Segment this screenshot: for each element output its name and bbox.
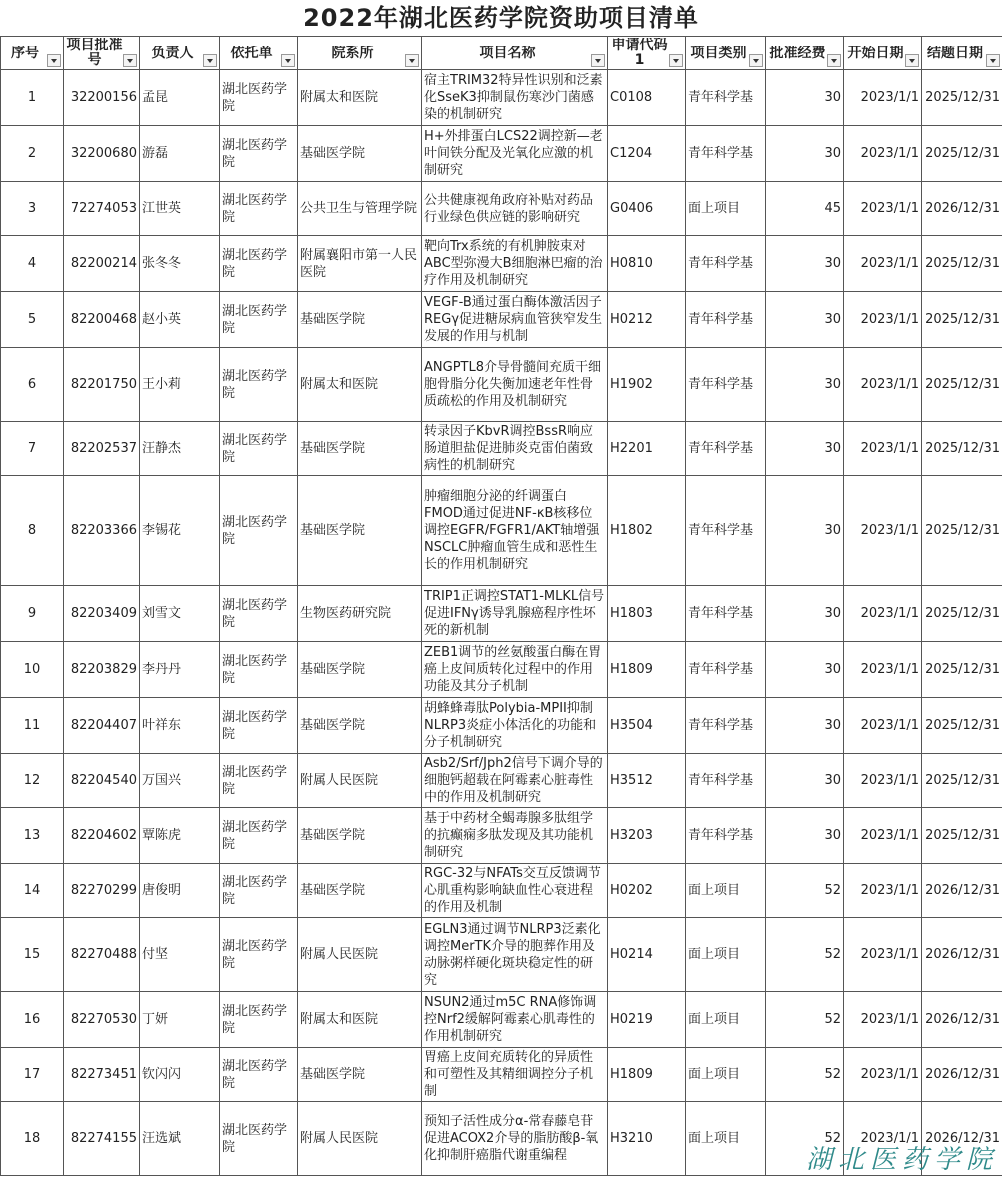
cell-name[interactable]: H+外排蛋白LCS22调控新—老叶间铁分配及光氧化应激的机制研究 (422, 126, 608, 182)
cell-start[interactable]: 2023/1/1 (844, 864, 922, 918)
table-row (1, 698, 1002, 754)
cell-no[interactable]: 6 (1, 348, 64, 422)
cell-type[interactable]: 面上项目 (686, 918, 766, 992)
cell-code[interactable]: H1809 (608, 642, 686, 698)
cell-id[interactable]: 72274053 (64, 182, 140, 236)
cell-type[interactable]: 青年科学基 (686, 476, 766, 586)
cell-code[interactable]: H2201 (608, 422, 686, 476)
cell-code[interactable]: H3512 (608, 754, 686, 808)
cell-person[interactable]: 江世英 (140, 182, 220, 236)
table-row (1, 236, 1002, 292)
column-header-label: 项目批准号 (66, 38, 123, 68)
cell-type[interactable]: 青年科学基 (686, 642, 766, 698)
cell-fund[interactable]: 30 (766, 126, 844, 182)
cell-no[interactable]: 1 (1, 70, 64, 126)
cell-fund[interactable]: 30 (766, 236, 844, 292)
cell-code[interactable]: H1809 (608, 1048, 686, 1102)
filter-dropdown-icon[interactable] (405, 54, 419, 67)
column-header-label: 依托单 (230, 45, 273, 61)
column-header-1 (64, 37, 140, 70)
cell-person[interactable]: 李丹丹 (140, 642, 220, 698)
filter-dropdown-icon[interactable] (123, 54, 137, 67)
cell-person[interactable]: 汪静杰 (140, 422, 220, 476)
watermark-logo: 湖北医药学院 (805, 1145, 998, 1175)
cell-start[interactable]: 2023/1/1 (844, 236, 922, 292)
cell-person[interactable]: 李锡花 (140, 476, 220, 586)
cell-code[interactable]: H1803 (608, 586, 686, 642)
cell-name[interactable]: EGLN3通过调节NLRP3泛素化调控MerTK介导的胞葬作用及动脉粥样硬化斑块稳定性的研究 (422, 918, 608, 992)
cell-dept[interactable]: 附属人民医院 (298, 918, 422, 992)
cell-type[interactable]: 青年科学基 (686, 70, 766, 126)
cell-name[interactable]: ZEB1调节的丝氨酸蛋白酶在胃癌上皮间质转化过程中的作用功能及其分子机制 (422, 642, 608, 698)
cell-no[interactable]: 9 (1, 586, 64, 642)
table-row (1, 70, 1002, 126)
cell-name[interactable]: 胃癌上皮间充质转化的异质性和可塑性及其精细调控分子机制 (422, 1048, 608, 1102)
cell-id[interactable]: 82273451 (64, 1048, 140, 1102)
cell-fund[interactable]: 30 (766, 754, 844, 808)
cell-no[interactable]: 13 (1, 808, 64, 864)
column-header-label: 项目名称 (479, 45, 536, 61)
column-header-7 (686, 37, 766, 70)
cell-name[interactable]: 转录因子KbvR调控BssR响应肠道胆盐促进肺炎克雷伯菌致病性的机制研究 (422, 422, 608, 476)
filter-dropdown-icon[interactable] (749, 54, 763, 67)
filter-dropdown-icon[interactable] (47, 54, 61, 67)
column-header-label: 序号 (11, 45, 39, 61)
cell-fund[interactable]: 30 (766, 808, 844, 864)
cell-no[interactable]: 17 (1, 1048, 64, 1102)
table-row (1, 292, 1002, 348)
cell-person[interactable]: 孟昆 (140, 70, 220, 126)
cell-code[interactable]: H1902 (608, 348, 686, 422)
cell-end[interactable]: 2026/12/31 (922, 182, 1002, 236)
filter-dropdown-icon[interactable] (591, 54, 605, 67)
cell-dept[interactable]: 基础医学院 (298, 422, 422, 476)
cell-unit[interactable]: 湖北医药学院 (220, 236, 298, 292)
cell-name[interactable]: NSUN2通过m5C RNA修饰调控Nrf2缓解阿霉素心肌毒性的作用机制研究 (422, 992, 608, 1048)
cell-code[interactable]: H0219 (608, 992, 686, 1048)
cell-unit[interactable]: 湖北医药学院 (220, 1102, 298, 1176)
cell-type[interactable]: 青年科学基 (686, 586, 766, 642)
cell-id[interactable]: 82274155 (64, 1102, 140, 1176)
cell-fund[interactable]: 30 (766, 348, 844, 422)
table-row (1, 1048, 1002, 1102)
header-row (1, 37, 1002, 70)
cell-no[interactable]: 16 (1, 992, 64, 1048)
cell-id[interactable]: 32200680 (64, 126, 140, 182)
cell-fund[interactable]: 30 (766, 292, 844, 348)
cell-start[interactable]: 2023/1/1 (844, 70, 922, 126)
cell-person[interactable]: 付坚 (140, 918, 220, 992)
cell-id[interactable]: 82270488 (64, 918, 140, 992)
cell-end[interactable]: 2025/12/31 (922, 348, 1002, 422)
cell-code[interactable]: G0406 (608, 182, 686, 236)
column-header-5 (422, 37, 608, 70)
cell-no[interactable]: 7 (1, 422, 64, 476)
cell-start[interactable]: 2023/1/1 (844, 422, 922, 476)
cell-type[interactable]: 面上项目 (686, 864, 766, 918)
cell-unit[interactable]: 湖北医药学院 (220, 1048, 298, 1102)
cell-dept[interactable]: 附属太和医院 (298, 992, 422, 1048)
cell-type[interactable]: 青年科学基 (686, 698, 766, 754)
table-row (1, 754, 1002, 808)
cell-dept[interactable]: 附属人民医院 (298, 754, 422, 808)
column-header-6 (608, 37, 686, 70)
cell-name[interactable]: 靶向Trx系统的有机胂胺束对ABC型弥漫大B细胞淋巴瘤的治疗作用及机制研究 (422, 236, 608, 292)
cell-dept[interactable]: 基础医学院 (298, 642, 422, 698)
cell-name[interactable]: Asb2/Srf/Jph2信号下调介导的细胞钙超载在阿霉素心脏毒性中的作用及机制研究 (422, 754, 608, 808)
cell-start[interactable]: 2023/1/1 (844, 918, 922, 992)
cell-code[interactable]: H0810 (608, 236, 686, 292)
cell-unit[interactable]: 湖北医药学院 (220, 292, 298, 348)
cell-id[interactable]: 82203409 (64, 586, 140, 642)
column-header-label: 项目类别 (690, 45, 747, 61)
cell-type[interactable]: 青年科学基 (686, 292, 766, 348)
cell-name[interactable]: ANGPTL8介导骨髓间充质干细胞骨脂分化失衡加速老年性骨质疏松的作用及机制研究 (422, 348, 608, 422)
column-header-label: 负责人 (151, 45, 194, 61)
cell-fund[interactable]: 52 (766, 1048, 844, 1102)
cell-id[interactable]: 82204407 (64, 698, 140, 754)
cell-dept[interactable]: 附属襄阳市第一人民医院 (298, 236, 422, 292)
cell-fund[interactable]: 30 (766, 642, 844, 698)
cell-unit[interactable]: 湖北医药学院 (220, 992, 298, 1048)
cell-name[interactable]: TRIP1正调控STAT1-MLKL信号促进IFNγ诱导乳腺癌程序性坏死的新机制 (422, 586, 608, 642)
column-header-label: 院系所 (331, 45, 374, 61)
cell-name[interactable]: RGC-32与NFATs交互反馈调节心肌重构影响缺血性心衰进程的作用及机制 (422, 864, 608, 918)
cell-dept[interactable]: 生物医药研究院 (298, 586, 422, 642)
cell-id[interactable]: 82204602 (64, 808, 140, 864)
cell-id[interactable]: 82200214 (64, 236, 140, 292)
table-row (1, 992, 1002, 1048)
cell-type[interactable]: 青年科学基 (686, 236, 766, 292)
cell-dept[interactable]: 基础医学院 (298, 1048, 422, 1102)
cell-end[interactable]: 2026/12/31 (922, 1102, 1002, 1176)
cell-dept[interactable]: 基础医学院 (298, 864, 422, 918)
cell-person[interactable]: 王小莉 (140, 348, 220, 422)
cell-id[interactable]: 82203366 (64, 476, 140, 586)
cell-fund[interactable]: 52 (766, 992, 844, 1048)
cell-no[interactable]: 4 (1, 236, 64, 292)
table-row (1, 642, 1002, 698)
cell-end[interactable]: 2025/12/31 (922, 126, 1002, 182)
cell-unit[interactable]: 湖北医药学院 (220, 126, 298, 182)
cell-name[interactable]: 公共健康视角政府补贴对药品行业绿色供应链的影响研究 (422, 182, 608, 236)
cell-id[interactable]: 82201750 (64, 348, 140, 422)
cell-dept[interactable]: 基础医学院 (298, 476, 422, 586)
table-row (1, 918, 1002, 992)
cell-no[interactable]: 18 (1, 1102, 64, 1176)
cell-person[interactable]: 唐俊明 (140, 864, 220, 918)
cell-type[interactable]: 面上项目 (686, 1102, 766, 1176)
cell-type[interactable]: 青年科学基 (686, 348, 766, 422)
table-row (1, 808, 1002, 864)
cell-code[interactable]: H1802 (608, 476, 686, 586)
cell-start[interactable]: 2023/1/1 (844, 182, 922, 236)
cell-code[interactable]: H3203 (608, 808, 686, 864)
cell-start[interactable]: 2023/1/1 (844, 1102, 922, 1176)
cell-fund[interactable]: 52 (766, 1102, 844, 1176)
cell-person[interactable]: 叶祥东 (140, 698, 220, 754)
cell-unit[interactable]: 湖北医药学院 (220, 182, 298, 236)
cell-id[interactable]: 82204540 (64, 754, 140, 808)
cell-no[interactable]: 8 (1, 476, 64, 586)
cell-start[interactable]: 2023/1/1 (844, 292, 922, 348)
cell-unit[interactable]: 湖北医药学院 (220, 476, 298, 586)
cell-type[interactable]: 青年科学基 (686, 754, 766, 808)
cell-type[interactable]: 面上项目 (686, 992, 766, 1048)
table-row (1, 476, 1002, 586)
cell-code[interactable]: H0214 (608, 918, 686, 992)
cell-person[interactable]: 游磊 (140, 126, 220, 182)
table-row (1, 864, 1002, 918)
cell-fund[interactable]: 52 (766, 864, 844, 918)
cell-name[interactable]: 胡蜂蜂毒肽Polybia-MPII抑制NLRP3炎症小体活化的功能和分子机制研究 (422, 698, 608, 754)
filter-dropdown-icon[interactable] (905, 54, 919, 67)
column-header-0 (1, 37, 64, 70)
table-row (1, 422, 1002, 476)
column-header-3 (220, 37, 298, 70)
column-header-4 (298, 37, 422, 70)
column-header-2 (140, 37, 220, 70)
cell-name[interactable]: VEGF-B通过蛋白酶体激活因子REGγ促进糖尿病血管狭窄发生发展的作用与机制 (422, 292, 608, 348)
cell-start[interactable]: 2023/1/1 (844, 126, 922, 182)
cell-end[interactable]: 2025/12/31 (922, 698, 1002, 754)
table-row (1, 348, 1002, 422)
cell-type[interactable]: 青年科学基 (686, 808, 766, 864)
cell-no[interactable]: 14 (1, 864, 64, 918)
cell-start[interactable]: 2023/1/1 (844, 476, 922, 586)
cell-id[interactable]: 82270530 (64, 992, 140, 1048)
cell-dept[interactable]: 基础医学院 (298, 292, 422, 348)
table-body (1, 70, 1002, 1176)
cell-code[interactable]: C1204 (608, 126, 686, 182)
cell-no[interactable]: 5 (1, 292, 64, 348)
table-row (1, 586, 1002, 642)
cell-end[interactable]: 2025/12/31 (922, 70, 1002, 126)
cell-person[interactable]: 汪选斌 (140, 1102, 220, 1176)
cell-fund[interactable]: 52 (766, 918, 844, 992)
cell-dept[interactable]: 基础医学院 (298, 808, 422, 864)
filter-dropdown-icon[interactable] (827, 54, 841, 67)
cell-fund[interactable]: 30 (766, 698, 844, 754)
cell-id[interactable]: 32200156 (64, 70, 140, 126)
cell-unit[interactable]: 湖北医药学院 (220, 698, 298, 754)
cell-person[interactable]: 刘雪文 (140, 586, 220, 642)
cell-end[interactable]: 2026/12/31 (922, 918, 1002, 992)
cell-end[interactable]: 2025/12/31 (922, 754, 1002, 808)
cell-id[interactable]: 82202537 (64, 422, 140, 476)
cell-type[interactable]: 面上项目 (686, 1048, 766, 1102)
column-header-9 (844, 37, 922, 70)
cell-end[interactable]: 2025/12/31 (922, 586, 1002, 642)
cell-no[interactable]: 3 (1, 182, 64, 236)
cell-start[interactable]: 2023/1/1 (844, 1048, 922, 1102)
cell-name[interactable]: 宿主TRIM32特异性识别和泛素化SseK3抑制鼠伤寒沙门菌感染的机制研究 (422, 70, 608, 126)
cell-fund[interactable]: 30 (766, 586, 844, 642)
cell-no[interactable]: 12 (1, 754, 64, 808)
cell-code[interactable]: H3504 (608, 698, 686, 754)
cell-person[interactable]: 万国兴 (140, 754, 220, 808)
cell-start[interactable]: 2023/1/1 (844, 586, 922, 642)
cell-end[interactable]: 2025/12/31 (922, 476, 1002, 586)
cell-unit[interactable]: 湖北医药学院 (220, 70, 298, 126)
filter-dropdown-icon[interactable] (669, 54, 683, 67)
cell-end[interactable]: 2025/12/31 (922, 292, 1002, 348)
filter-dropdown-icon[interactable] (281, 54, 295, 67)
cell-unit[interactable]: 湖北医药学院 (220, 808, 298, 864)
column-header-label: 开始日期 (847, 45, 904, 61)
cell-unit[interactable]: 湖北医药学院 (220, 642, 298, 698)
column-header-label: 结题日期 (927, 45, 983, 61)
cell-end[interactable]: 2026/12/31 (922, 864, 1002, 918)
cell-type[interactable]: 青年科学基 (686, 126, 766, 182)
cell-id[interactable]: 82203829 (64, 642, 140, 698)
cell-code[interactable]: C0108 (608, 70, 686, 126)
filter-dropdown-icon[interactable] (986, 54, 1000, 67)
cell-no[interactable]: 10 (1, 642, 64, 698)
cell-end[interactable]: 2025/12/31 (922, 808, 1002, 864)
cell-end[interactable]: 2026/12/31 (922, 1048, 1002, 1102)
cell-name[interactable]: 基于中药材全蝎毒腺多肽组学的抗癫痫多肽发现及其功能机制研究 (422, 808, 608, 864)
cell-person[interactable]: 张冬冬 (140, 236, 220, 292)
cell-type[interactable]: 面上项目 (686, 182, 766, 236)
cell-unit[interactable]: 湖北医药学院 (220, 348, 298, 422)
cell-code[interactable]: H3210 (608, 1102, 686, 1176)
cell-start[interactable]: 2023/1/1 (844, 808, 922, 864)
cell-start[interactable]: 2023/1/1 (844, 754, 922, 808)
cell-name[interactable]: 肿瘤细胞分泌的纤调蛋白FMOD通过促进NF-κB核移位调控EGFR/FGFR1/AKT轴增强NSCLC肿瘤血管生成和恶性生长的作用机制研究 (422, 476, 608, 586)
cell-start[interactable]: 2023/1/1 (844, 992, 922, 1048)
project-table (0, 36, 1002, 1176)
cell-fund[interactable]: 30 (766, 70, 844, 126)
cell-no[interactable]: 11 (1, 698, 64, 754)
cell-start[interactable]: 2023/1/1 (844, 698, 922, 754)
cell-person[interactable]: 赵小英 (140, 292, 220, 348)
cell-unit[interactable]: 湖北医药学院 (220, 754, 298, 808)
cell-id[interactable]: 82200468 (64, 292, 140, 348)
cell-dept[interactable]: 公共卫生与管理学院 (298, 182, 422, 236)
cell-person[interactable]: 覃陈虎 (140, 808, 220, 864)
cell-end[interactable]: 2025/12/31 (922, 422, 1002, 476)
cell-unit[interactable]: 湖北医药学院 (220, 864, 298, 918)
table-row (1, 126, 1002, 182)
cell-person[interactable]: 丁妍 (140, 992, 220, 1048)
page-title: 2022年湖北医药学院资助项目清单 (303, 4, 699, 32)
cell-unit[interactable]: 湖北医药学院 (220, 422, 298, 476)
filter-dropdown-icon[interactable] (203, 54, 217, 67)
column-header-8 (766, 37, 844, 70)
cell-name[interactable]: 预知子活性成分α-常春藤皂苷促进ACOX2介导的脂肪酸β-氧化抑制肝癌脂代谢重编程 (422, 1102, 608, 1176)
cell-code[interactable]: H0212 (608, 292, 686, 348)
cell-id[interactable]: 82270299 (64, 864, 140, 918)
cell-end[interactable]: 2025/12/31 (922, 642, 1002, 698)
cell-person[interactable]: 钦闪闪 (140, 1048, 220, 1102)
cell-fund[interactable]: 45 (766, 182, 844, 236)
table-row (1, 182, 1002, 236)
cell-fund[interactable]: 30 (766, 476, 844, 586)
cell-end[interactable]: 2026/12/31 (922, 992, 1002, 1048)
cell-end[interactable]: 2025/12/31 (922, 236, 1002, 292)
cell-dept[interactable]: 附属人民医院 (298, 1102, 422, 1176)
column-header-label: 批准经费 (769, 45, 826, 61)
cell-dept[interactable]: 基础医学院 (298, 126, 422, 182)
cell-dept[interactable]: 附属太和医院 (298, 348, 422, 422)
cell-no[interactable]: 2 (1, 126, 64, 182)
column-header-10 (922, 37, 1002, 70)
cell-start[interactable]: 2023/1/1 (844, 642, 922, 698)
cell-fund[interactable]: 30 (766, 422, 844, 476)
cell-no[interactable]: 15 (1, 918, 64, 992)
column-header-label: 申请代码1 (611, 38, 668, 68)
cell-type[interactable]: 青年科学基 (686, 422, 766, 476)
cell-dept[interactable]: 基础医学院 (298, 698, 422, 754)
cell-dept[interactable]: 附属太和医院 (298, 70, 422, 126)
cell-start[interactable]: 2023/1/1 (844, 348, 922, 422)
cell-unit[interactable]: 湖北医药学院 (220, 918, 298, 992)
cell-unit[interactable]: 湖北医药学院 (220, 586, 298, 642)
cell-code[interactable]: H0202 (608, 864, 686, 918)
